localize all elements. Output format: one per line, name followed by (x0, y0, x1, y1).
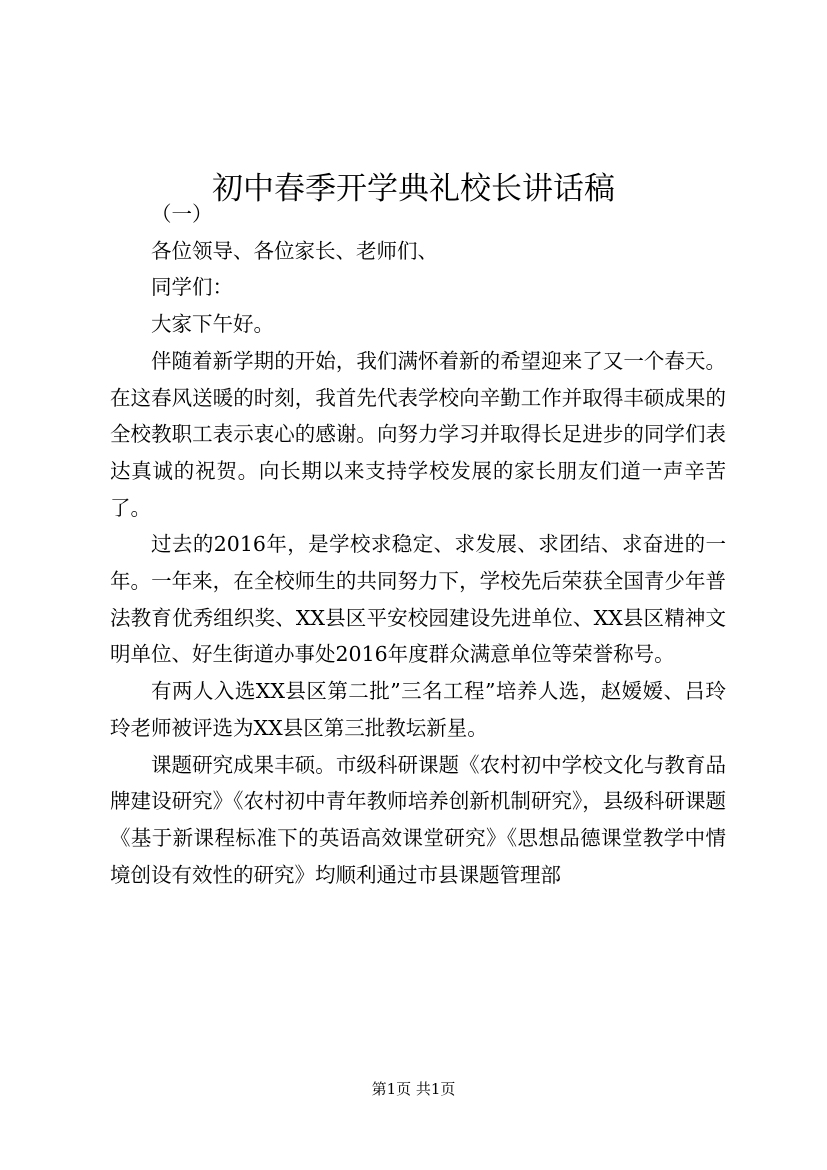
paragraph-intro: 伴随着新学期的开始，我们满怀着新的希望迎来了又一个春天。在这春风送暖的时刻，我首先代表学校向辛勤工作并取得丰硕成果的全校教职工表示衷心的感谢。向努力学习并取得长足进步的同学们表达真诚的祝贺。向长期以来支持学校发展的家长朋友们道一声辛苦了。 (110, 348, 726, 520)
paragraph-achievements: 过去的2016年，是学校求稳定、求发展、求团结、求奋进的一年。一年来，在全校师生的共同努力下，学校先后荣获全国青少年普法教育优秀组织奖、XX县区平安校园建设先进单位、XX县区精神文明单位、好生街道办事处2016年度群众满意单位等荣誉称号。 (110, 532, 726, 667)
paragraph-greeting-2: 同学们： (151, 275, 233, 300)
paragraph-greeting-1: 各位领导、各位家长、老师们、 (151, 238, 438, 263)
paragraph-research: 课题研究成果丰硕。市级科研课题《农村初中学校文化与教育品牌建设研究》《农村初中青年教师培养创新机制研究》，县级科研课题《基于新课程标准下的英语高效课堂研究》《思想品德课堂教学中情境创设有效性的研究》均顺利通过市县课题管理部 (110, 752, 726, 887)
section-marker: （一） (151, 202, 213, 226)
page-footer: 第1页 共1页 (371, 1080, 456, 1098)
document-title: 初中春季开学典礼校长讲话稿 (212, 170, 615, 207)
paragraph-teachers: 有两人入选XX县区第二批”三名工程”培养人选，赵嫒嫒、吕玲玲老师被评选为XX县区第三批教坛新星。 (110, 679, 726, 740)
document-body (110, 196, 726, 893)
paragraph-greeting-3: 大家下午好。 (151, 312, 274, 337)
